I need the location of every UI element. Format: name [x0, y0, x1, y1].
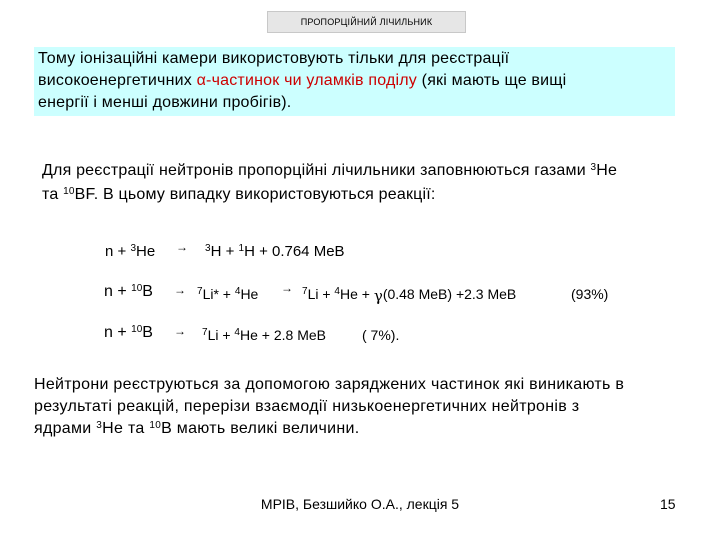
gamma-symbol: γ	[373, 287, 383, 305]
reaction-3-rhs	[202, 327, 326, 343]
rhs-text: H +	[210, 243, 239, 260]
rhs-text: He + 2.8 MeB	[239, 327, 326, 343]
para3-line2: результаті реакцій, перерізи взаємодії низькоенергетичних нейтронів з	[34, 398, 580, 415]
reaction-3-arrow-icon: →	[174, 324, 186, 338]
mass-number: 10	[131, 324, 143, 335]
reaction-2-percent: (93%)	[571, 286, 609, 302]
para1-line3: енергії і менші довжини пробігів).	[38, 94, 292, 111]
element-symbol: B	[142, 283, 153, 300]
reaction-2-rhs	[302, 286, 516, 305]
element-symbol: He	[240, 286, 259, 302]
reaction-3-lhs	[104, 324, 153, 342]
para1-line1: Тому іонізаційні камери використовують тільки для реєстрації	[38, 50, 510, 67]
mass-number: 7	[302, 286, 308, 297]
mass-number: 10	[63, 186, 75, 197]
para3-line3-mid: He та	[102, 420, 150, 437]
element-symbol: He	[596, 162, 618, 179]
reaction-2-arrow-icon: →	[174, 283, 186, 297]
reaction-1-lhs	[105, 243, 155, 260]
rhs-text: He +	[339, 286, 374, 302]
mass-number: 1	[238, 243, 245, 254]
para1-red-text: α-частинок чи уламків поділу	[196, 72, 418, 89]
footer-text: МРІВ, Безшийко О.А., лекція 5	[260, 496, 460, 512]
rhs-text: Li +	[207, 327, 235, 343]
slide-header: ПРОПОРЦІЙНИЙ ЛІЧИЛЬНИК	[267, 11, 466, 33]
mass-number: 3	[205, 243, 211, 254]
para3-line1: Нейтрони реєструються за допомогою заряджених частинок які виникають в	[34, 376, 625, 393]
reaction-2-arrow-2-icon: →	[281, 281, 293, 295]
mass-number: 10	[149, 420, 162, 431]
element-symbol: He	[136, 243, 156, 260]
intro-paragraph	[42, 159, 682, 207]
mid-text: Li* +	[202, 286, 235, 302]
mass-number: 4	[234, 327, 240, 338]
lhs-text: n +	[104, 324, 132, 341]
para3-line3-start: ядрами	[34, 420, 97, 437]
rhs-text: H + 0.764 MeB	[244, 243, 345, 260]
rhs-text: Li +	[307, 286, 335, 302]
element-symbol: B	[142, 324, 153, 341]
rhs-energy: (0.48 MeB) +2.3 MeB	[382, 286, 517, 302]
lhs-text: n +	[105, 243, 131, 260]
highlighted-paragraph	[34, 47, 675, 116]
lhs-text: n +	[104, 283, 132, 300]
page-number: 15	[660, 496, 676, 512]
mass-number: 3	[96, 420, 103, 431]
para2-line2-start: та	[42, 186, 64, 203]
mass-number: 4	[234, 286, 241, 297]
reaction-1-rhs	[205, 243, 345, 260]
reaction-3-percent: ( 7%).	[362, 327, 400, 343]
mass-number: 3	[130, 243, 136, 254]
mass-number: 10	[131, 283, 143, 294]
para1-line2-start: високоенергетичних	[38, 72, 197, 89]
reaction-1-arrow-icon: →	[176, 240, 188, 254]
mass-number: 7	[197, 286, 203, 297]
mass-number: 3	[590, 162, 597, 173]
para2-line1-text: Для реєстрації нейтронів пропорційні лічильники заповнюються газами	[42, 162, 591, 179]
conclusion-paragraph	[34, 374, 678, 440]
para3-line3-end: B мають великі величини.	[161, 420, 360, 437]
mass-number: 4	[334, 286, 340, 297]
para1-line2-end: (які мають ще вищі	[417, 72, 567, 89]
mass-number: 7	[202, 327, 208, 338]
para2-line2-text: BF. В цьому випадку використовуються реакції:	[74, 186, 436, 203]
reaction-2-intermediate	[197, 286, 258, 302]
reaction-2-lhs	[104, 283, 153, 301]
